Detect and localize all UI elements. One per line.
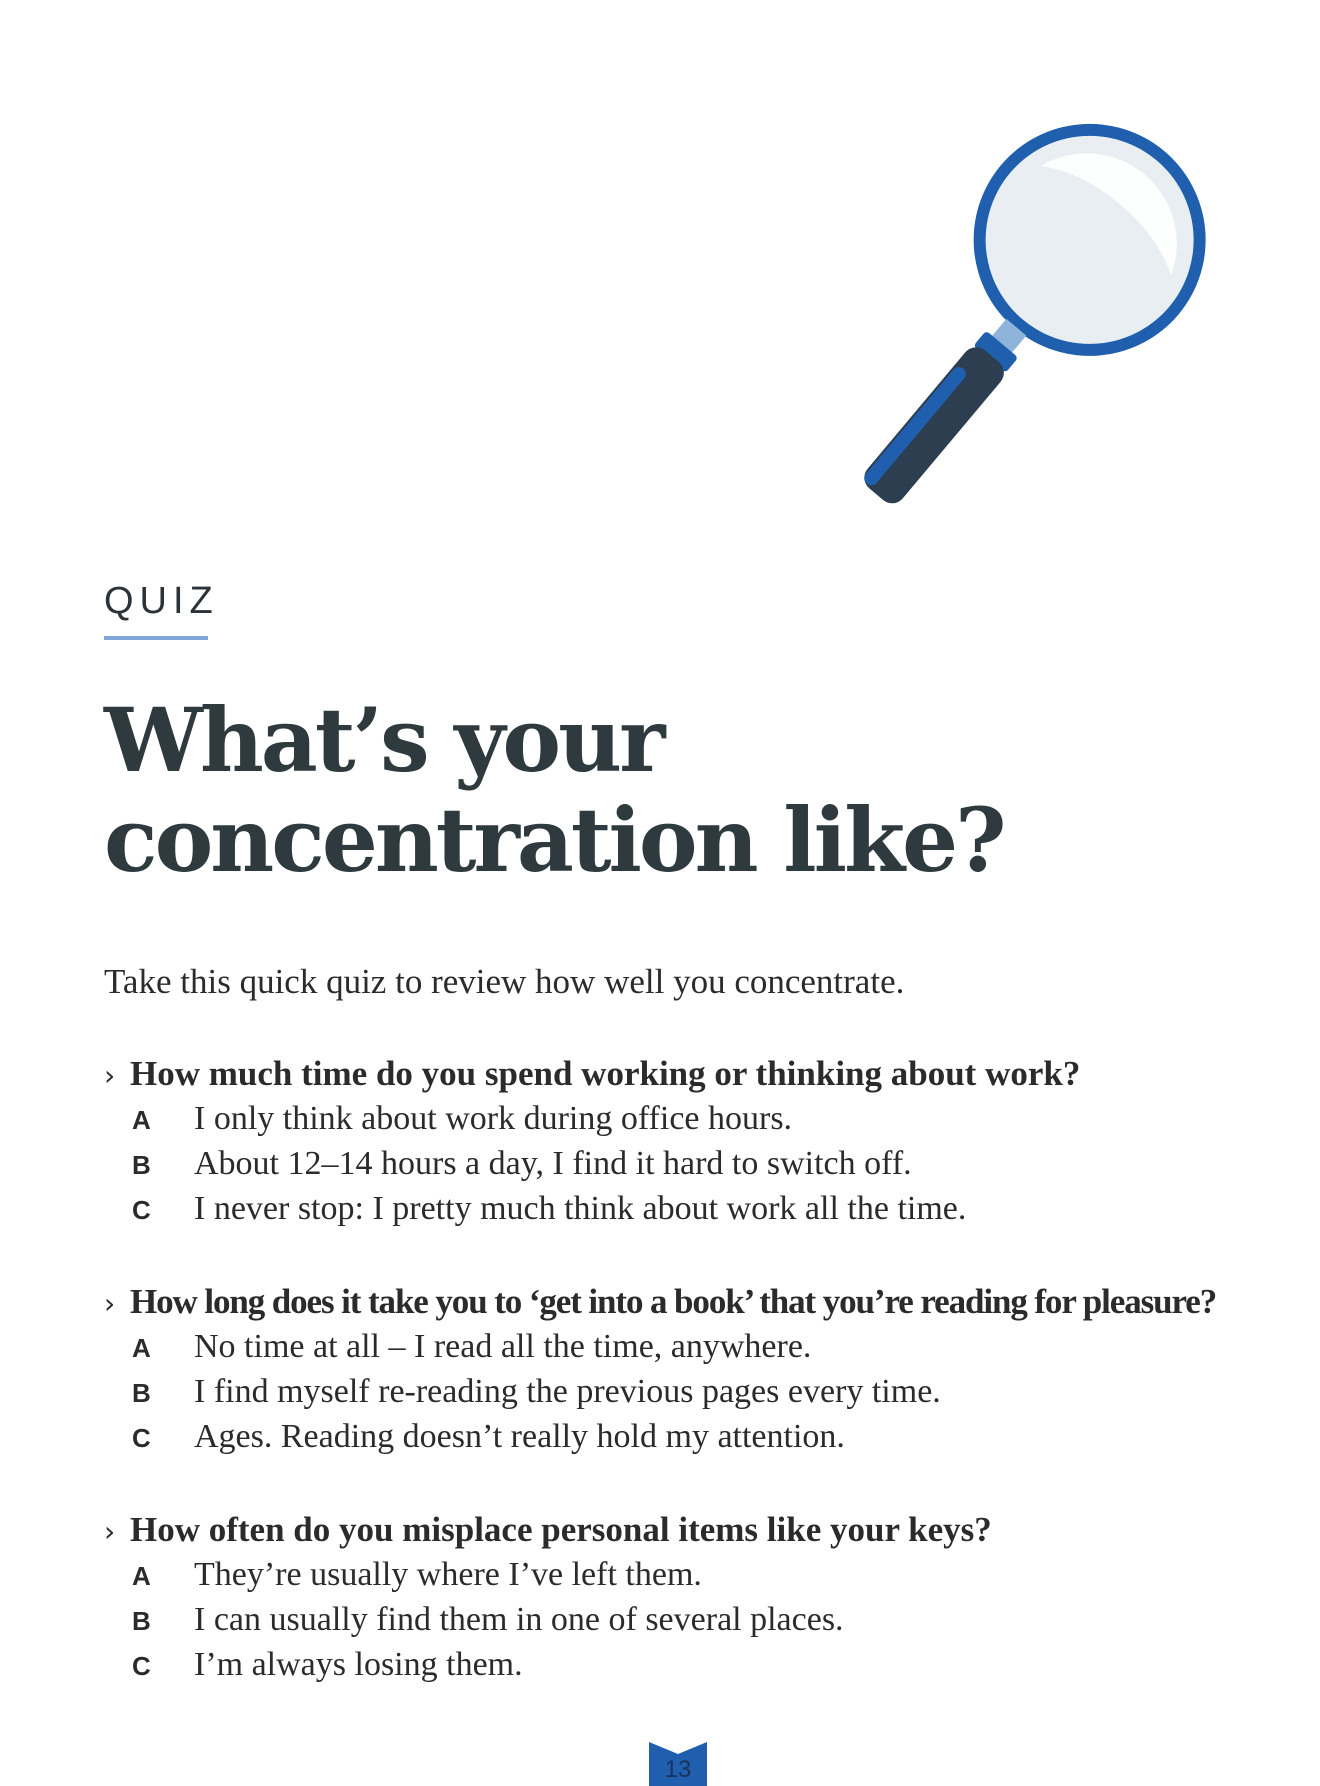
answer-text: About 12–14 hours a day, I find it hard to switch off.: [194, 1145, 912, 1182]
title-line-2: concentration like?: [104, 788, 1004, 892]
answer-letter: A: [132, 1561, 151, 1591]
answer-option-c[interactable]: [104, 1646, 1264, 1691]
answer-letter: B: [132, 1378, 151, 1408]
answer-text: I’m always losing them.: [194, 1646, 523, 1683]
section-kicker: QUIZ: [104, 580, 219, 622]
page-number: 13: [664, 1756, 692, 1783]
answer-letter: C: [132, 1423, 151, 1453]
question-prompt: How much time do you spend working or thinking about work?: [130, 1054, 1081, 1093]
answer-letter: C: [132, 1195, 151, 1225]
answer-text: Ages. Reading doesn’t really hold my attention.: [194, 1418, 845, 1455]
answer-option-a[interactable]: [104, 1100, 1264, 1145]
answer-text: I find myself re-reading the previous pages every time.: [194, 1373, 941, 1410]
page-title: [104, 690, 1204, 890]
answer-option-b[interactable]: [104, 1373, 1264, 1418]
answer-option-b[interactable]: [104, 1601, 1264, 1646]
chevron-right-icon: ›: [104, 1515, 116, 1548]
answer-option-a[interactable]: [104, 1328, 1264, 1373]
intro-text: Take this quick quiz to review how well you concentrate.: [104, 962, 905, 1001]
magnifying-glass-icon: [840, 100, 1260, 550]
answer-option-c[interactable]: [104, 1190, 1264, 1235]
answer-option-b[interactable]: [104, 1145, 1264, 1190]
answer-letter: B: [132, 1606, 151, 1636]
answer-text: They’re usually where I’ve left them.: [194, 1556, 702, 1593]
answer-option-c[interactable]: [104, 1418, 1264, 1463]
chevron-right-icon: ›: [104, 1059, 116, 1092]
answer-letter: C: [132, 1651, 151, 1681]
question-prompt: How long does it take you to ‘get into a book’ that you’re reading for pleasure?: [130, 1282, 1217, 1321]
tab-notch: [649, 1742, 707, 1754]
answer-letter: B: [132, 1150, 151, 1180]
answer-letter: A: [132, 1105, 151, 1135]
chevron-right-icon: ›: [104, 1287, 116, 1320]
quiz-question-3: [104, 1510, 1264, 1691]
answer-text: I never stop: I pretty much think about work all the time.: [194, 1190, 967, 1227]
question-prompt: How often do you misplace personal items like your keys?: [130, 1510, 992, 1549]
answer-text: I can usually find them in one of several places.: [194, 1601, 844, 1638]
title-line-1: What’s your: [104, 688, 663, 792]
kicker-underline: [104, 636, 208, 640]
answer-option-a[interactable]: [104, 1556, 1264, 1601]
quiz-question-1: [104, 1054, 1264, 1235]
page-number-tab: [649, 1742, 707, 1786]
quiz-question-2: [104, 1282, 1264, 1463]
answer-letter: A: [132, 1333, 151, 1363]
answer-text: I only think about work during office hours.: [194, 1100, 793, 1137]
answer-text: No time at all – I read all the time, anywhere.: [194, 1328, 812, 1365]
